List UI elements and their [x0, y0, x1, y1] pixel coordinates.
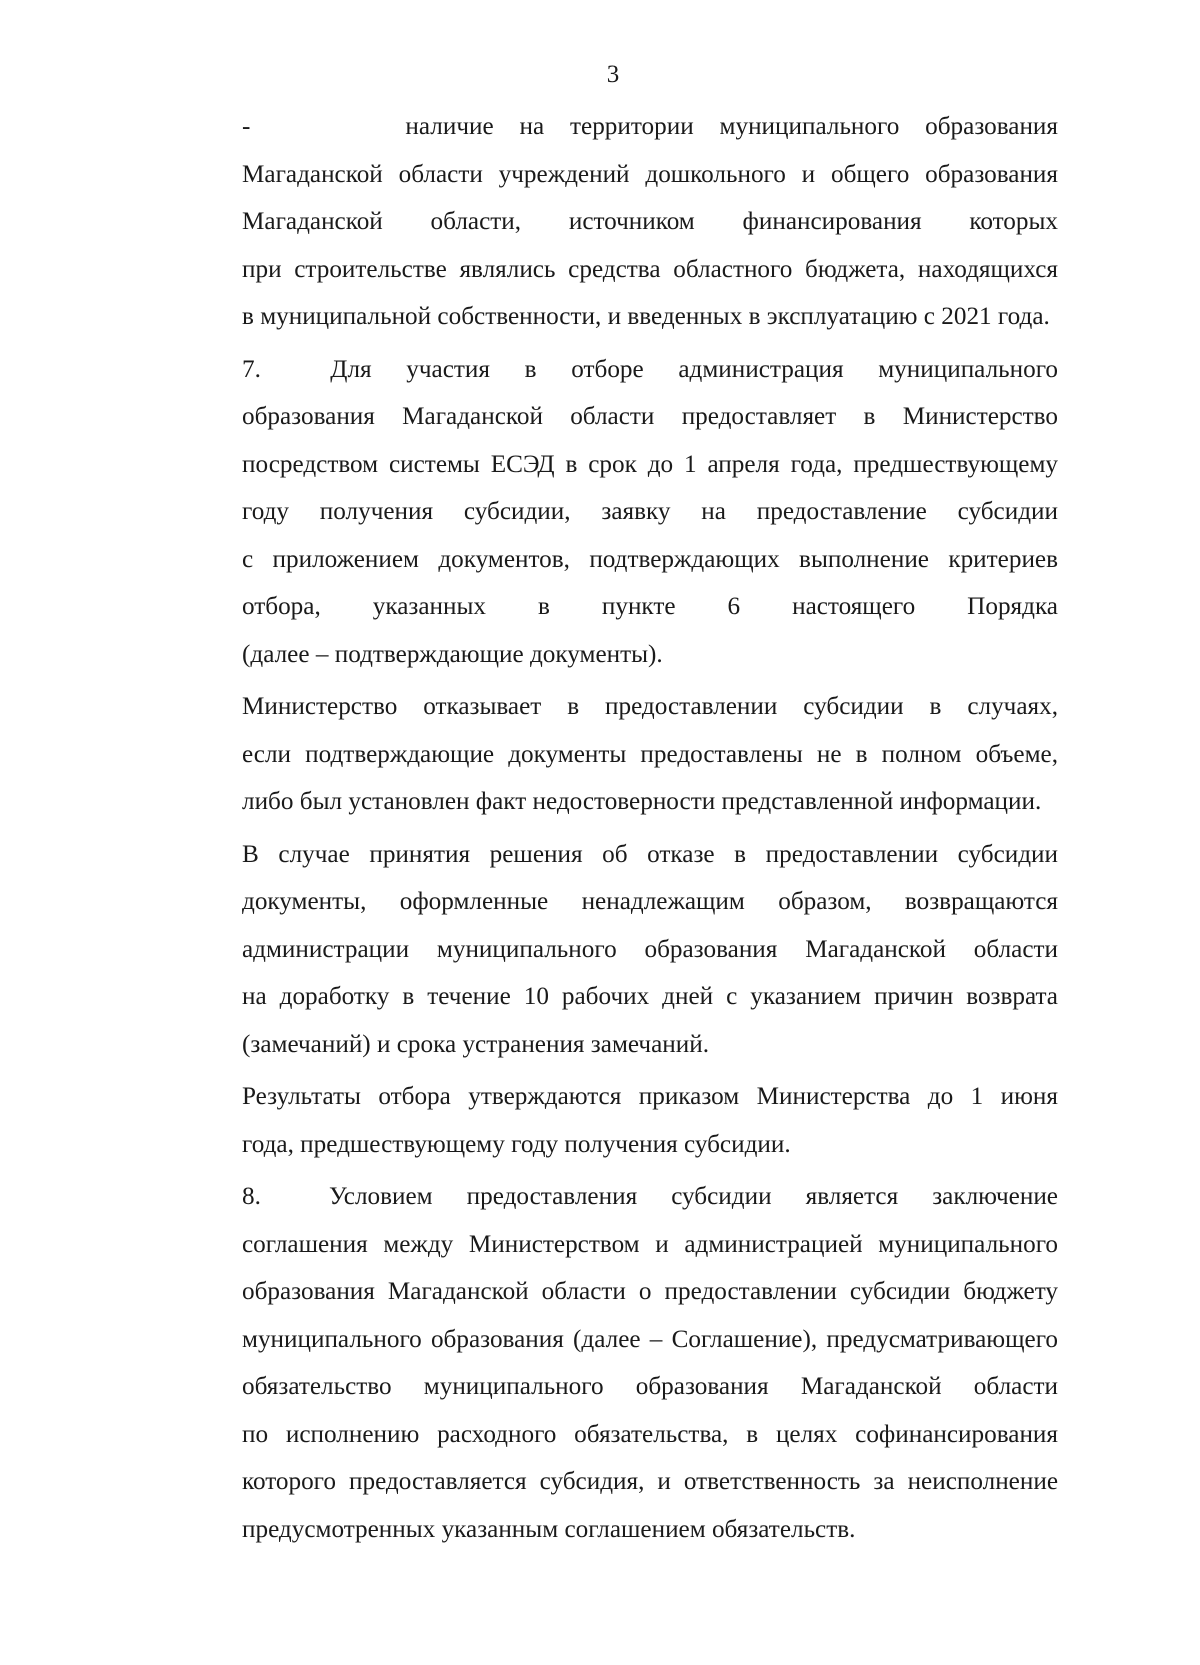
text-line: - наличие на территории муниципального образования [242, 113, 1058, 140]
text-line: по исполнению расходного обязательства, в целях софинансирования [242, 1420, 1058, 1448]
text-line: образования Магаданской области предоставляет в Министерство [242, 403, 1058, 430]
paragraph-criteria-item [174, 103, 1058, 341]
document-body [174, 103, 1058, 1558]
paragraph-clause-8 [174, 1173, 1058, 1553]
text-line: года, предшествующему году получения субсидии. [242, 1130, 791, 1158]
text-line: отбора, указанных в пункте 6 настоящего Порядка [242, 593, 1058, 620]
text-line: предусмотренных указанным соглашением обязательств. [242, 1515, 856, 1543]
text-line: с приложением документов, подтверждающих выполнение критериев [242, 545, 1058, 573]
text-line: 8. Условием предоставления субсидии является заключение [242, 1183, 1058, 1210]
text-line: (далее – подтверждающие документы). [242, 640, 663, 668]
text-line: году получения субсидии, заявку на предоставление субсидии [242, 498, 1058, 525]
text-line: 7. Для участия в отборе администрация муниципального [242, 355, 1058, 383]
paragraph-clause-7 [174, 346, 1058, 679]
text-line: администрации муниципального образования Магаданской области [242, 935, 1058, 963]
text-line: муниципального образования (далее – Соглашение), предусматривающего [242, 1325, 1058, 1353]
paragraph-refusal [174, 683, 1058, 826]
text-line: (замечаний) и срока устранения замечаний. [242, 1030, 710, 1058]
text-line: Министерство отказывает в предоставлении субсидии в случаях, [242, 693, 1058, 720]
text-line: обязательство муниципального образования Магаданской области [242, 1373, 1058, 1400]
text-line: Магаданской области, источником финансирования которых [242, 208, 1058, 235]
text-line: либо был установлен факт недостоверности представленной информации. [242, 788, 1042, 815]
text-line: посредством системы ЕСЭД в срок до 1 апреля года, предшествующему [242, 450, 1058, 478]
text-line: в муниципальной собственности, и введенных в эксплуатацию с 2021 года. [242, 303, 1050, 330]
paragraph-selection-results [174, 1073, 1058, 1168]
paragraph-return-documents [174, 831, 1058, 1069]
page-number: 3 [606, 61, 620, 88]
text-line: Результаты отбора утверждаются приказом Министерства до 1 июня [242, 1083, 1058, 1110]
text-line: документы, оформленные ненадлежащим образом, возвращаются [242, 888, 1058, 915]
text-line: при строительстве являлись средства областного бюджета, находящихся [242, 255, 1058, 283]
text-line: которого предоставляется субсидия, и ответственность за неисполнение [242, 1468, 1058, 1495]
text-line: на доработку в течение 10 рабочих дней с указанием причин возврата [242, 983, 1058, 1010]
text-line: В случае принятия решения об отказе в предоставлении субсидии [242, 840, 1058, 868]
text-line: Магаданской области учреждений дошкольного и общего образования [242, 160, 1058, 188]
text-line: соглашения между Министерством и администрацией муниципального [242, 1230, 1058, 1258]
text-line: образования Магаданской области о предоставлении субсидии бюджету [242, 1278, 1058, 1305]
text-line: если подтверждающие документы предоставлены не в полном объеме, [242, 740, 1058, 768]
